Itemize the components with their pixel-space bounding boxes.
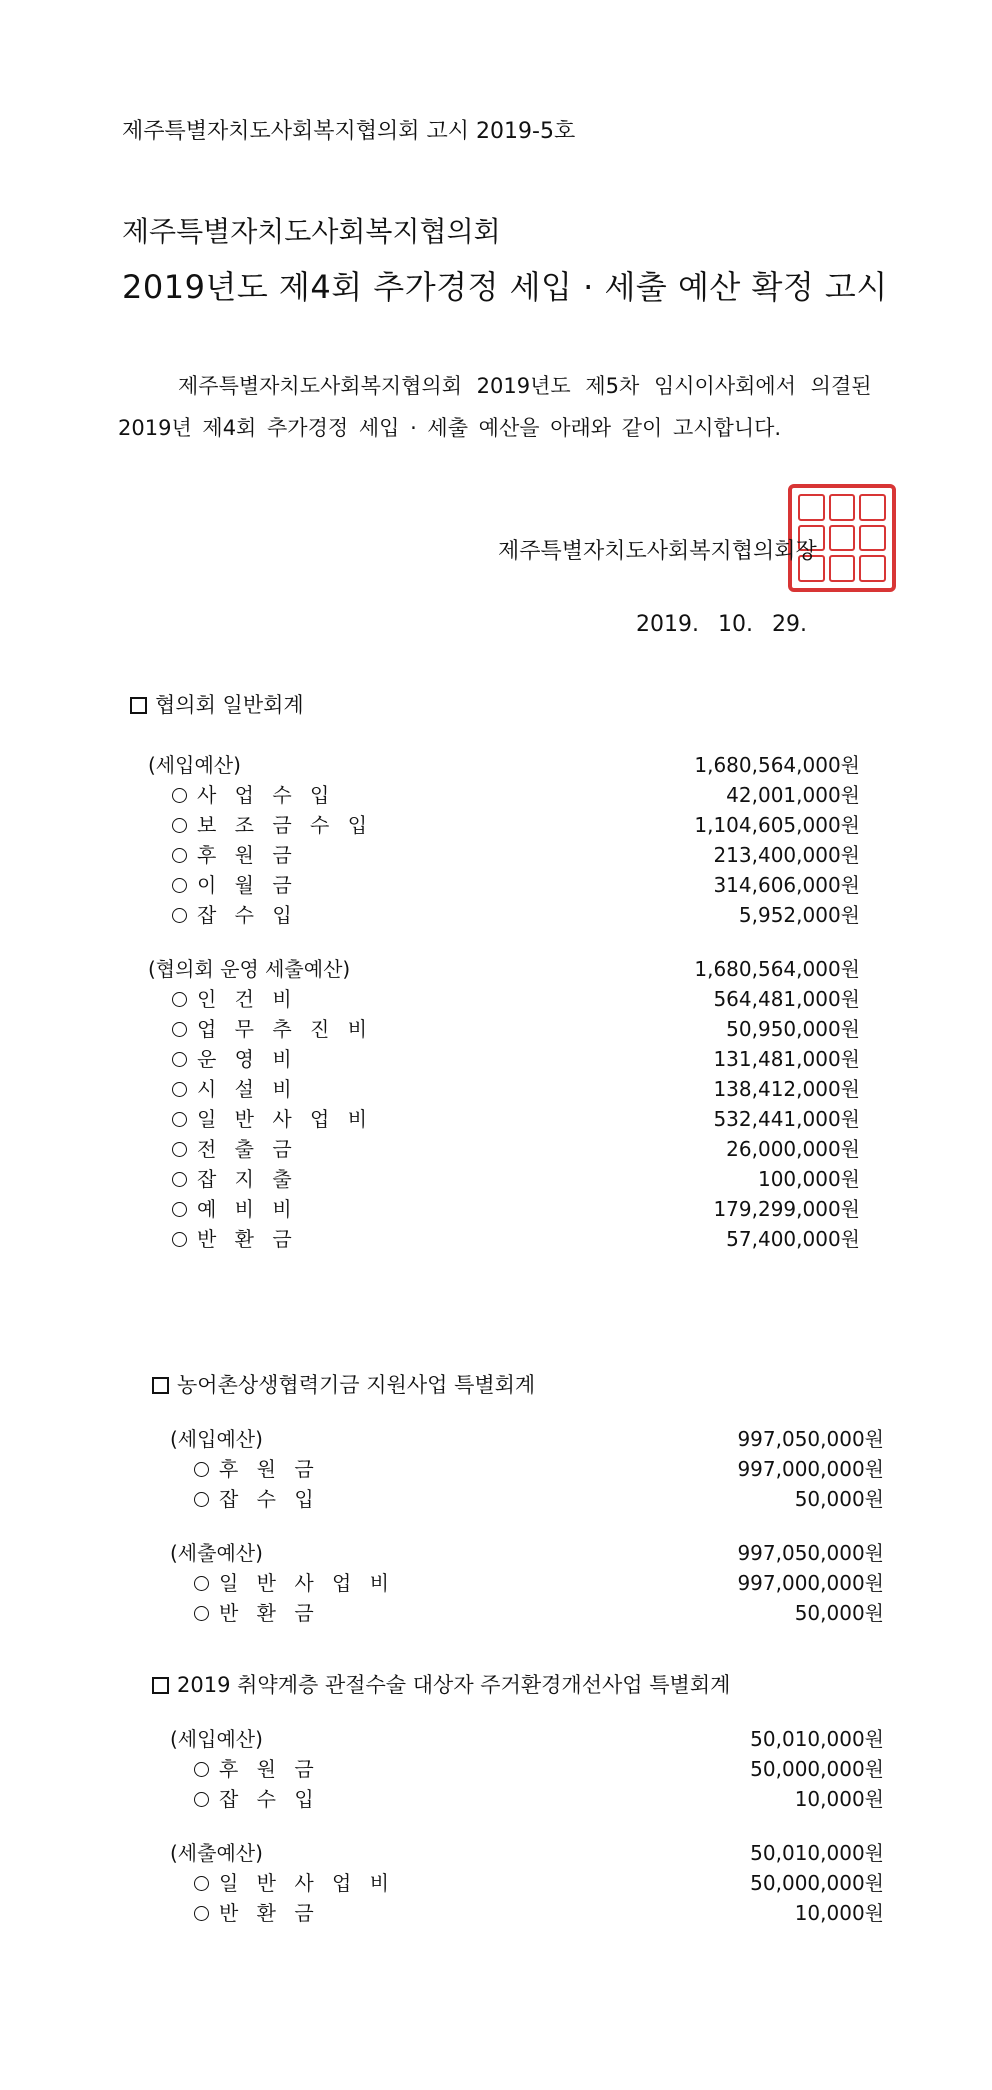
budget-group-revenue bbox=[152, 1724, 884, 1814]
section-heading bbox=[130, 690, 860, 720]
group-header-row bbox=[130, 750, 860, 780]
circle-bullet-icon bbox=[172, 878, 187, 893]
circle-bullet-icon bbox=[194, 1606, 209, 1621]
section-title: 농어촌상생협력기금 지원사업 특별회계 bbox=[177, 1373, 536, 1397]
group-total: 997,050,000원 bbox=[737, 1427, 884, 1451]
circle-bullet-icon bbox=[194, 1576, 209, 1591]
item-name: 잡 수 입 bbox=[197, 903, 298, 927]
item-name: 인 건 비 bbox=[197, 987, 298, 1011]
item-name: 전 출 금 bbox=[197, 1137, 298, 1161]
group-label: (세입예산) bbox=[170, 1727, 263, 1751]
budget-item-row bbox=[152, 1568, 884, 1598]
item-amount: 179,299,000원 bbox=[713, 1197, 860, 1221]
item-name: 반 환 금 bbox=[219, 1901, 320, 1925]
budget-group-revenue bbox=[152, 1424, 884, 1514]
item-name: 보 조 금 수 입 bbox=[197, 813, 374, 837]
budget-item-row bbox=[130, 1074, 860, 1104]
item-name: 시 설 비 bbox=[197, 1077, 298, 1101]
checkbox-icon bbox=[152, 1377, 169, 1394]
section-title: 협의회 일반회계 bbox=[155, 693, 304, 717]
budget-item-row bbox=[130, 1224, 860, 1254]
budget-item-row bbox=[130, 810, 860, 840]
item-name: 업 무 추 진 비 bbox=[197, 1017, 374, 1041]
circle-bullet-icon bbox=[194, 1462, 209, 1477]
group-total: 50,010,000원 bbox=[750, 1841, 884, 1865]
item-name: 일 반 사 업 비 bbox=[197, 1107, 374, 1131]
circle-bullet-icon bbox=[172, 1052, 187, 1067]
budget-item-row bbox=[130, 900, 860, 930]
section-farm-fishing-fund-account bbox=[152, 1370, 884, 1628]
item-amount: 138,412,000원 bbox=[713, 1077, 860, 1101]
group-label: (세입예산) bbox=[148, 753, 241, 777]
item-name: 후 원 금 bbox=[219, 1757, 320, 1781]
circle-bullet-icon bbox=[172, 1112, 187, 1127]
item-amount: 42,001,000원 bbox=[726, 783, 860, 807]
circle-bullet-icon bbox=[172, 1202, 187, 1217]
item-name: 잡 수 입 bbox=[219, 1787, 320, 1811]
circle-bullet-icon bbox=[194, 1792, 209, 1807]
body-line-2: 2019년 제4회 추가경정 세입 · 세출 예산을 아래와 같이 고시합니다. bbox=[118, 416, 782, 440]
section-general-account bbox=[130, 690, 860, 1254]
group-header-row bbox=[152, 1538, 884, 1568]
body-line-1: 제주특별자치도사회복지협의회 2019년도 제5차 임시이사회에서 의결된 bbox=[178, 374, 872, 398]
budget-item-row bbox=[130, 1014, 860, 1044]
notice-number: 제주특별자치도사회복지협의회 고시 2019-5호 bbox=[122, 119, 576, 144]
item-amount: 50,000,000원 bbox=[750, 1871, 884, 1895]
budget-item-row bbox=[130, 984, 860, 1014]
budget-group-expenditure bbox=[152, 1538, 884, 1628]
budget-item-row bbox=[152, 1598, 884, 1628]
circle-bullet-icon bbox=[172, 1172, 187, 1187]
item-amount: 10,000원 bbox=[794, 1901, 884, 1925]
item-name: 잡 수 입 bbox=[219, 1487, 320, 1511]
checkbox-icon bbox=[130, 697, 147, 714]
title-line-2: 2019년도 제4회 추가경정 세입 · 세출 예산 확정 고시 bbox=[122, 268, 888, 306]
section-heading bbox=[152, 1370, 884, 1400]
group-header-row bbox=[152, 1424, 884, 1454]
circle-bullet-icon bbox=[172, 788, 187, 803]
circle-bullet-icon bbox=[194, 1906, 209, 1921]
section-joint-surgery-housing-account bbox=[152, 1670, 884, 1928]
group-header-row bbox=[130, 954, 860, 984]
item-name: 반 환 금 bbox=[197, 1227, 298, 1251]
item-name: 예 비 비 bbox=[197, 1197, 298, 1221]
item-amount: 26,000,000원 bbox=[726, 1137, 860, 1161]
item-amount: 1,104,605,000원 bbox=[694, 813, 860, 837]
group-total: 1,680,564,000원 bbox=[694, 753, 860, 777]
title-line-1: 제주특별자치도사회복지협의회 bbox=[122, 215, 501, 248]
checkbox-icon bbox=[152, 1677, 169, 1694]
budget-item-row bbox=[130, 1134, 860, 1164]
item-amount: 564,481,000원 bbox=[713, 987, 860, 1011]
item-amount: 10,000원 bbox=[794, 1787, 884, 1811]
item-amount: 5,952,000원 bbox=[738, 903, 860, 927]
circle-bullet-icon bbox=[172, 1232, 187, 1247]
budget-item-row bbox=[130, 1164, 860, 1194]
circle-bullet-icon bbox=[194, 1762, 209, 1777]
item-name: 일 반 사 업 비 bbox=[219, 1871, 396, 1895]
circle-bullet-icon bbox=[172, 848, 187, 863]
budget-item-row bbox=[130, 780, 860, 810]
signer: 제주특별자치도사회복지협의회장 bbox=[498, 539, 817, 564]
circle-bullet-icon bbox=[194, 1492, 209, 1507]
item-amount: 50,000원 bbox=[794, 1487, 884, 1511]
group-label: (협의회 운영 세출예산) bbox=[148, 957, 351, 981]
item-amount: 314,606,000원 bbox=[713, 873, 860, 897]
item-amount: 131,481,000원 bbox=[713, 1047, 860, 1071]
budget-item-row bbox=[130, 1104, 860, 1134]
circle-bullet-icon bbox=[172, 992, 187, 1007]
item-amount: 50,950,000원 bbox=[726, 1017, 860, 1041]
group-total: 50,010,000원 bbox=[750, 1727, 884, 1751]
circle-bullet-icon bbox=[172, 1022, 187, 1037]
group-total: 1,680,564,000원 bbox=[694, 957, 860, 981]
group-header-row bbox=[152, 1724, 884, 1754]
item-amount: 997,000,000원 bbox=[737, 1571, 884, 1595]
item-amount: 57,400,000원 bbox=[726, 1227, 860, 1251]
budget-item-row bbox=[152, 1754, 884, 1784]
issue-date: 2019. 10. 29. bbox=[636, 612, 807, 637]
circle-bullet-icon bbox=[172, 818, 187, 833]
group-label: (세출예산) bbox=[170, 1841, 263, 1865]
group-total: 997,050,000원 bbox=[737, 1541, 884, 1565]
budget-item-row bbox=[130, 870, 860, 900]
item-name: 잡 지 출 bbox=[197, 1167, 298, 1191]
group-label: (세입예산) bbox=[170, 1427, 263, 1451]
item-name: 후 원 금 bbox=[197, 843, 298, 867]
item-name: 이 월 금 bbox=[197, 873, 298, 897]
section-title: 2019 취약계층 관절수술 대상자 주거환경개선사업 특별회계 bbox=[177, 1673, 731, 1697]
circle-bullet-icon bbox=[172, 908, 187, 923]
group-label: (세출예산) bbox=[170, 1541, 263, 1565]
budget-item-row bbox=[152, 1484, 884, 1514]
item-name: 후 원 금 bbox=[219, 1457, 320, 1481]
item-name: 일 반 사 업 비 bbox=[219, 1571, 396, 1595]
budget-item-row bbox=[152, 1868, 884, 1898]
section-heading bbox=[152, 1670, 884, 1700]
item-amount: 213,400,000원 bbox=[713, 843, 860, 867]
item-amount: 100,000원 bbox=[757, 1167, 860, 1191]
budget-group-expenditure bbox=[152, 1838, 884, 1928]
circle-bullet-icon bbox=[194, 1876, 209, 1891]
budget-group-expenditure bbox=[130, 954, 860, 1254]
budget-item-row bbox=[152, 1784, 884, 1814]
item-amount: 532,441,000원 bbox=[713, 1107, 860, 1131]
budget-item-row bbox=[130, 840, 860, 870]
item-name: 운 영 비 bbox=[197, 1047, 298, 1071]
budget-item-row bbox=[130, 1194, 860, 1224]
budget-item-row bbox=[152, 1454, 884, 1484]
budget-group-revenue bbox=[130, 750, 860, 930]
circle-bullet-icon bbox=[172, 1142, 187, 1157]
budget-item-row bbox=[152, 1898, 884, 1928]
group-header-row bbox=[152, 1838, 884, 1868]
item-name: 반 환 금 bbox=[219, 1601, 320, 1625]
item-amount: 50,000,000원 bbox=[750, 1757, 884, 1781]
budget-item-row bbox=[130, 1044, 860, 1074]
circle-bullet-icon bbox=[172, 1082, 187, 1097]
item-name: 사 업 수 입 bbox=[197, 783, 336, 807]
item-amount: 50,000원 bbox=[794, 1601, 884, 1625]
item-amount: 997,000,000원 bbox=[737, 1457, 884, 1481]
